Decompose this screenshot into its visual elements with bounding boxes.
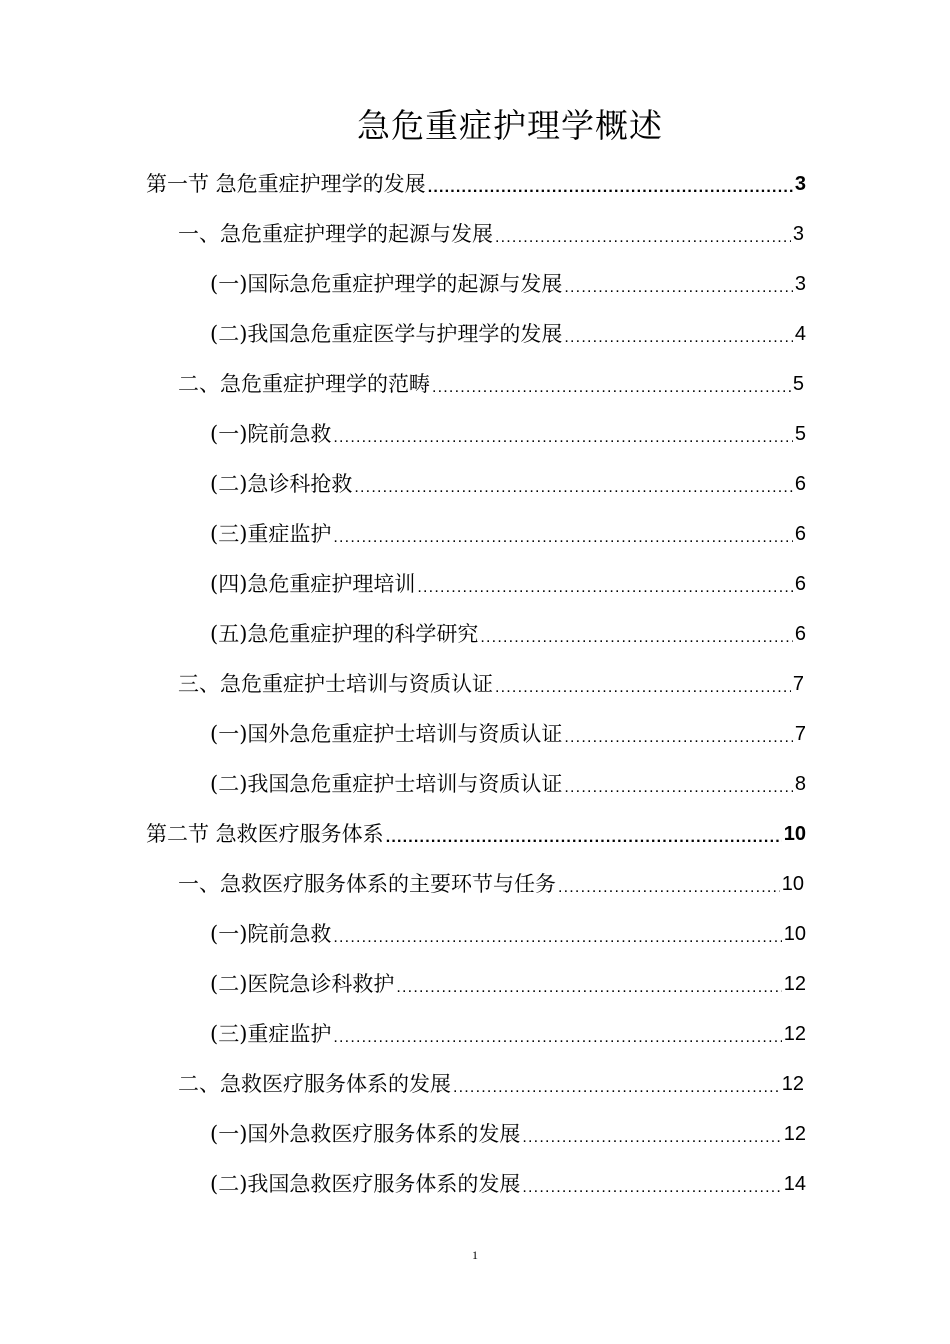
toc-dot-leader	[333, 520, 792, 556]
toc-entry-page: 14	[783, 1173, 806, 1195]
toc-entry[interactable]	[146, 162, 806, 206]
toc-entry[interactable]	[210, 412, 806, 456]
toc-entry-label: (二)我国急危重症医学与护理学的发展	[210, 322, 563, 346]
toc-entry-label: 第一节 急危重症护理学的发展	[146, 172, 426, 196]
toc-entry-label: (一)国外急危重症护士培训与资质认证	[210, 722, 563, 746]
toc-entry-page: 3	[794, 173, 806, 195]
toc-entry-page: 5	[792, 373, 804, 395]
toc-dot-leader	[564, 770, 792, 806]
toc-entry-page: 6	[794, 523, 806, 545]
toc-entry-page: 12	[783, 973, 806, 995]
toc-dot-leader	[564, 320, 792, 356]
toc-entry-page: 12	[783, 1023, 806, 1045]
toc-entry[interactable]	[210, 262, 806, 306]
toc-entry[interactable]	[210, 962, 806, 1006]
toc-entry[interactable]	[210, 312, 806, 356]
toc-entry-page: 10	[783, 823, 806, 845]
toc-entry-label: 二、急救医疗服务体系的发展	[178, 1072, 451, 1096]
toc-entry-label: (三)重症监护	[210, 1022, 332, 1046]
toc-dot-leader	[333, 420, 792, 456]
toc-entry[interactable]	[210, 612, 806, 656]
toc-entry[interactable]	[210, 512, 806, 556]
toc-dot-leader	[432, 370, 791, 406]
toc-entry-label: (一)国外急救医疗服务体系的发展	[210, 1122, 521, 1146]
toc-entry[interactable]	[210, 1112, 806, 1156]
toc-entry[interactable]	[210, 1012, 806, 1056]
toc-dot-leader	[417, 570, 792, 606]
toc-entry[interactable]	[146, 812, 806, 856]
toc-entry-label: 第二节 急救医疗服务体系	[146, 822, 384, 846]
toc-entry-label: (二)我国急危重症护士培训与资质认证	[210, 772, 563, 796]
toc-dot-leader	[354, 470, 792, 506]
toc-entry[interactable]	[178, 212, 804, 256]
toc-entry-label: (四)急危重症护理培训	[210, 572, 416, 596]
toc-entry-page: 8	[794, 773, 806, 795]
toc-dot-leader	[453, 1070, 780, 1106]
toc-dot-leader	[495, 220, 791, 256]
toc-entry-label: (一)院前急救	[210, 922, 332, 946]
toc-dot-leader	[564, 720, 792, 756]
toc-entry[interactable]	[210, 562, 806, 606]
toc-entry-page: 12	[783, 1123, 806, 1145]
toc-entry-page: 6	[794, 573, 806, 595]
toc-entry-page: 10	[783, 923, 806, 945]
toc-dot-leader	[522, 1170, 781, 1206]
toc-dot-leader	[495, 670, 791, 706]
toc-entry-page: 10	[781, 873, 804, 895]
toc-dot-leader	[333, 1020, 781, 1056]
toc-entry-label: (二)我国急救医疗服务体系的发展	[210, 1172, 521, 1196]
toc-entry-page: 6	[794, 473, 806, 495]
toc-dot-leader	[558, 870, 780, 906]
toc-entry-page: 3	[794, 273, 806, 295]
page-number: 1	[472, 1248, 478, 1262]
toc-entry-label: (二)急诊科抢救	[210, 472, 353, 496]
toc-entry-label: (二)医院急诊科救护	[210, 972, 395, 996]
toc-entry-page: 12	[781, 1073, 804, 1095]
toc-entry-label: 一、急危重症护理学的起源与发展	[178, 222, 493, 246]
toc-entry-page: 7	[792, 673, 804, 695]
toc-entry-page: 4	[794, 323, 806, 345]
toc-entry[interactable]	[178, 662, 804, 706]
toc-entry-label: (三)重症监护	[210, 522, 332, 546]
toc-dot-leader	[480, 620, 792, 656]
toc-entry-label: (一)国际急危重症护理学的起源与发展	[210, 272, 563, 296]
toc-entry-label: 三、急危重症护士培训与资质认证	[178, 672, 493, 696]
toc-entry-label: 二、急危重症护理学的范畴	[178, 372, 430, 396]
toc-entry[interactable]	[178, 1062, 804, 1106]
toc-entry-label: 一、急救医疗服务体系的主要环节与任务	[178, 872, 556, 896]
toc-entry[interactable]	[210, 1162, 806, 1206]
toc-entry[interactable]	[210, 912, 806, 956]
toc-dot-leader	[522, 1120, 781, 1156]
toc-entry-page: 7	[794, 723, 806, 745]
toc-dot-leader	[333, 920, 781, 956]
toc-entry[interactable]	[178, 362, 804, 406]
toc-dot-leader	[386, 820, 782, 856]
toc-entry[interactable]	[178, 862, 804, 906]
toc-dot-leader	[428, 170, 793, 206]
toc-dot-leader	[564, 270, 792, 306]
toc-dot-leader	[396, 970, 781, 1006]
toc-entry-page: 6	[794, 623, 806, 645]
toc-entry[interactable]	[210, 712, 806, 756]
page-title: 急危重症护理学概述	[357, 106, 663, 145]
toc-entry-page: 5	[794, 423, 806, 445]
toc-entry-label: (五)急危重症护理的科学研究	[210, 622, 479, 646]
toc-entry-page: 3	[792, 223, 804, 245]
toc-entry[interactable]	[210, 762, 806, 806]
toc-entry[interactable]	[210, 462, 806, 506]
toc-entry-label: (一)院前急救	[210, 422, 332, 446]
